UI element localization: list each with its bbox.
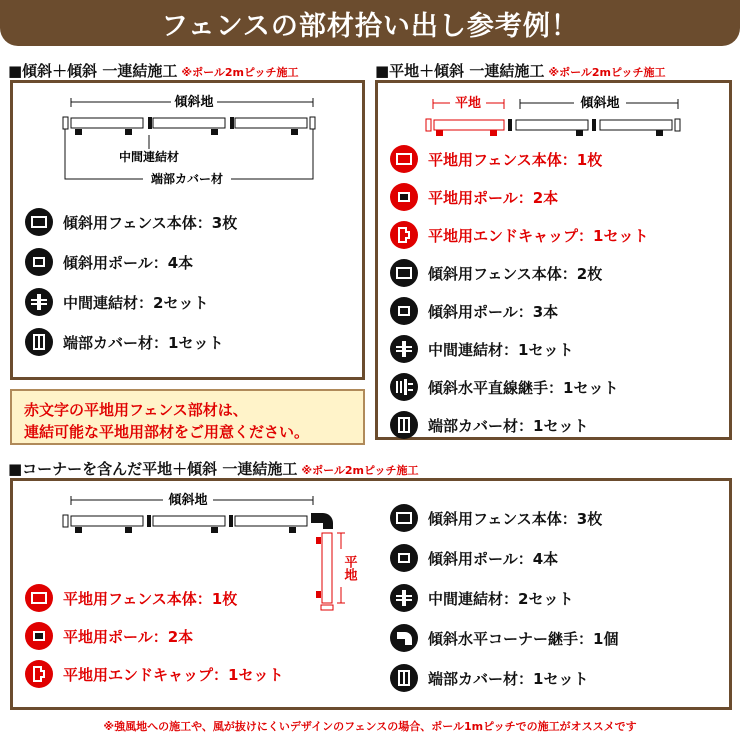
- list-item-label: 平地用フェンス本体：1枚: [428, 151, 603, 169]
- list-item-label: 傾斜用フェンス本体：3枚: [63, 214, 238, 232]
- list-item: [390, 504, 710, 534]
- list-item-label: 傾斜用ポール：4本: [428, 550, 559, 568]
- pole-icon: [390, 183, 418, 211]
- diagram-slope-label: 傾斜地: [174, 95, 214, 110]
- list-item: [25, 248, 345, 278]
- diagram-slope-slope: [13, 83, 362, 193]
- diagram-joint-label: 中間連結材: [118, 150, 180, 164]
- straight-joint-icon: [390, 373, 418, 401]
- corner-joint-icon: [390, 624, 418, 652]
- list-item-label: 端部カバー材：1セット: [428, 417, 589, 435]
- diagram-flat-label: 平地: [341, 555, 357, 581]
- list-item-label: 平地用エンドキャップ：1セット: [63, 666, 284, 684]
- list-item-label: 傾斜用フェンス本体：2枚: [428, 265, 603, 283]
- list-item-label: 平地用ポール：2本: [428, 189, 559, 207]
- middle-joint-icon: [390, 335, 418, 363]
- list-item: [390, 221, 710, 251]
- diagram-flat-label: 平地: [454, 96, 482, 111]
- diagram-cover-label: 端部カバー材: [150, 172, 224, 186]
- panel-slope-slope: [10, 80, 365, 380]
- fence-panel-icon: [390, 259, 418, 287]
- footer-note: ※強風地への施工や、風が抜けにくいデザインのフェンスの場合、ポール1mピッチでの施工がオススメです: [103, 720, 637, 733]
- list-item: [25, 288, 345, 318]
- pole-icon: [390, 297, 418, 325]
- list-item: [390, 584, 710, 614]
- diagram-slope-label: 傾斜地: [580, 96, 620, 111]
- middle-joint-icon: [390, 584, 418, 612]
- diagram-slope-label: 傾斜地: [168, 493, 208, 508]
- end-cap-icon: [25, 660, 53, 688]
- notice-line-1: 赤文字の平地用フェンス部材は、: [24, 401, 248, 419]
- list-item: [25, 328, 345, 358]
- list-item: [25, 660, 345, 690]
- list-item: [390, 373, 710, 403]
- list-item: [390, 411, 710, 441]
- end-cap-icon: [390, 221, 418, 249]
- list-item: [25, 584, 345, 614]
- list-item: [390, 544, 710, 574]
- list-item-label: 傾斜水平コーナー継手：1個: [428, 630, 619, 648]
- section-title-corner: ■コーナーを含んだ平地＋傾斜 一連結施工 ※ポール2mピッチ施工: [8, 460, 419, 478]
- panel-corner: [10, 478, 732, 710]
- list-item: [390, 145, 710, 175]
- list-item: [390, 297, 710, 327]
- notice-line-2: 連結可能な平地用部材をご用意ください。: [24, 423, 310, 441]
- list-item: [390, 624, 710, 654]
- list-item-label: 傾斜用ポール：4本: [63, 254, 194, 272]
- pole-icon: [25, 622, 53, 650]
- fence-panel-icon: [390, 145, 418, 173]
- list-item-label: 端部カバー材：1セット: [428, 670, 589, 688]
- end-cover-icon: [25, 328, 53, 356]
- notice-box: [10, 389, 365, 445]
- end-cover-icon: [390, 411, 418, 439]
- middle-joint-icon: [25, 288, 53, 316]
- list-item: [390, 664, 710, 694]
- list-item-label: 平地用ポール：2本: [63, 628, 194, 646]
- fence-panel-icon: [25, 208, 53, 236]
- pole-icon: [390, 544, 418, 572]
- section-title-flat-slope: ■平地＋傾斜 一連結施工 ※ポール2mピッチ施工: [375, 62, 666, 80]
- pole-icon: [25, 248, 53, 276]
- section-title-slope-slope: ■傾斜＋傾斜 一連結施工 ※ポール2mピッチ施工: [8, 62, 299, 80]
- list-item-label: 傾斜水平直線継手：1セット: [428, 379, 619, 397]
- list-item-label: 平地用フェンス本体：1枚: [63, 590, 238, 608]
- list-item-label: 中間連結材：2セット: [63, 294, 209, 312]
- list-item: [390, 183, 710, 213]
- diagram-flat-slope: [378, 83, 729, 143]
- panel-flat-slope: [375, 80, 732, 440]
- list-item-label: 傾斜用ポール：3本: [428, 303, 559, 321]
- list-item-label: 中間連結材：1セット: [428, 341, 574, 359]
- end-cover-icon: [390, 664, 418, 692]
- list-item: [390, 335, 710, 365]
- list-item-label: 傾斜用フェンス本体：3枚: [428, 510, 603, 528]
- list-item: [25, 208, 345, 238]
- fence-panel-icon: [390, 504, 418, 532]
- list-item: [390, 259, 710, 289]
- list-item-label: 端部カバー材：1セット: [63, 334, 224, 352]
- list-item-label: 中間連結材：2セット: [428, 590, 574, 608]
- list-item: [25, 622, 345, 652]
- page-title: フェンスの部材拾い出し参考例！: [161, 11, 579, 42]
- list-item-label: 平地用エンドキャップ：1セット: [428, 227, 649, 245]
- fence-panel-icon: [25, 584, 53, 612]
